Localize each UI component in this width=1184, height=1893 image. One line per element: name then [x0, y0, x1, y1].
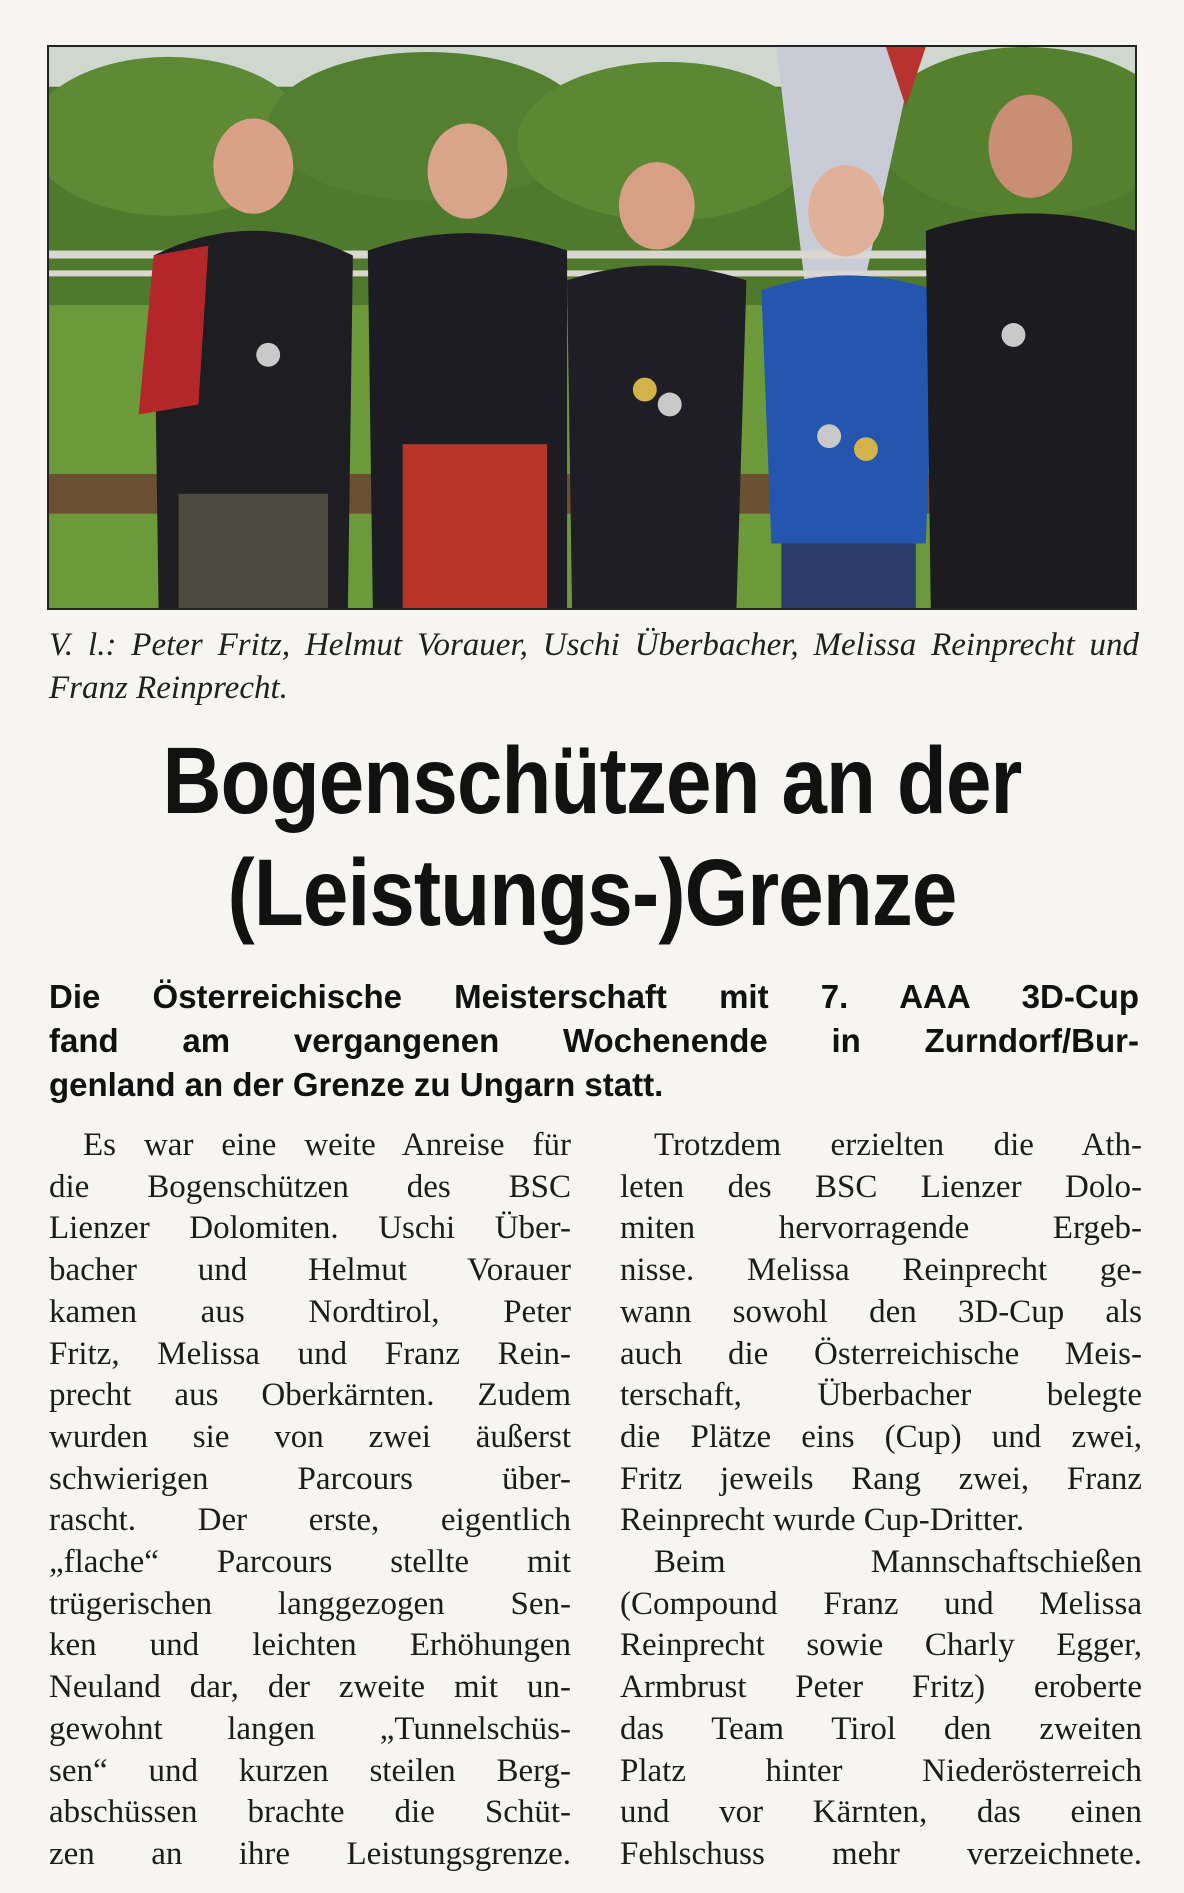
body-line: „flache“ Parcours stellte mit — [49, 1544, 571, 1581]
lead-paragraph — [49, 975, 1139, 1107]
article-column-left — [49, 1125, 571, 1876]
body-line: das Team Tirol den zweiten — [620, 1710, 1142, 1747]
body-line: die Plätze eins (Cup) und zwei, — [620, 1418, 1142, 1455]
group-photo-icon — [49, 47, 1135, 608]
body-line: trügerischen langgezogen Sen- — [49, 1585, 571, 1622]
body-line: Armbrust Peter Fritz) eroberte — [620, 1669, 1142, 1706]
body-line: Lienzer Dolomiten. Uschi Über- — [49, 1210, 571, 1247]
article-column-right — [620, 1125, 1142, 1876]
headline-line-1: Bogenschützen an der — [162, 728, 1022, 834]
body-line: gewohnt langen „Tunnelschüs- — [49, 1710, 571, 1747]
body-line: Reinprecht sowie Charly Egger, — [620, 1627, 1142, 1664]
body-line: miten hervorragende Ergeb- — [620, 1210, 1142, 1247]
lead-line: genland an der Grenze zu Ungarn statt. — [49, 1066, 664, 1103]
photo-caption: V. l.: Peter Fritz, Helmut Vorauer, Uschi Überbacher, Melissa Reinprecht und Franz Reinprecht. — [49, 627, 1139, 706]
body-line: Reinprecht wurde Cup-Dritter. — [620, 1502, 1025, 1539]
body-line: leten des BSC Lienzer Dolo- — [620, 1168, 1142, 1205]
body-line: rascht. Der erste, eigentlich — [49, 1502, 571, 1539]
body-line: Es war eine weite Anreise für — [83, 1127, 571, 1163]
headline — [117, 725, 1066, 949]
body-line: terschaft, Überbacher belegte — [620, 1377, 1142, 1414]
body-line: Fritz jeweils Rang zwei, Franz — [620, 1460, 1142, 1497]
body-line: Fritz, Melissa und Franz Rein- — [49, 1335, 571, 1372]
body-line: Platz hinter Niederösterreich — [620, 1752, 1142, 1789]
body-line: und vor Kärnten, das einen — [620, 1794, 1142, 1831]
body-line: Trotzdem erzielten die Ath- — [654, 1127, 1142, 1163]
body-line: schwierigen Parcours über- — [49, 1460, 571, 1497]
body-line: wurden sie von zwei äußerst — [49, 1418, 571, 1455]
body-line: ken und leichten Erhöhungen — [49, 1627, 571, 1664]
body-line: kamen aus Nordtirol, Peter — [49, 1293, 571, 1330]
group-photo — [47, 45, 1137, 610]
body-line: Beim Mannschaftschießen — [654, 1544, 1142, 1581]
body-line: Fehlschuss mehr verzeichnete. — [620, 1835, 1142, 1872]
lead-line: Die Österreichische Meisterschaft mit 7. AAA 3D-Cup — [49, 978, 1139, 1015]
lead-line: fand am vergangenen Wochenende in Zurndorf/Bur- — [49, 1022, 1139, 1059]
body-line: bacher und Helmut Vorauer — [49, 1252, 571, 1289]
body-line: Neuland dar, der zweite mit un- — [49, 1669, 571, 1706]
body-line: sen“ und kurzen steilen Berg- — [49, 1752, 571, 1789]
headline-line-2: (Leistungs-)Grenze — [227, 840, 957, 946]
body-line: zen an ihre Leistungsgrenze. — [49, 1835, 571, 1872]
body-line: die Bogenschützen des BSC — [49, 1168, 571, 1205]
body-line: auch die Österreichische Meis- — [620, 1335, 1142, 1372]
body-line: nisse. Melissa Reinprecht ge- — [620, 1252, 1142, 1289]
body-line: (Compound Franz und Melissa — [620, 1585, 1142, 1622]
body-line: precht aus Oberkärnten. Zudem — [49, 1377, 571, 1414]
body-line: wann sowohl den 3D-Cup als — [620, 1293, 1142, 1330]
body-line: abschüssen brachte die Schüt- — [49, 1794, 571, 1831]
